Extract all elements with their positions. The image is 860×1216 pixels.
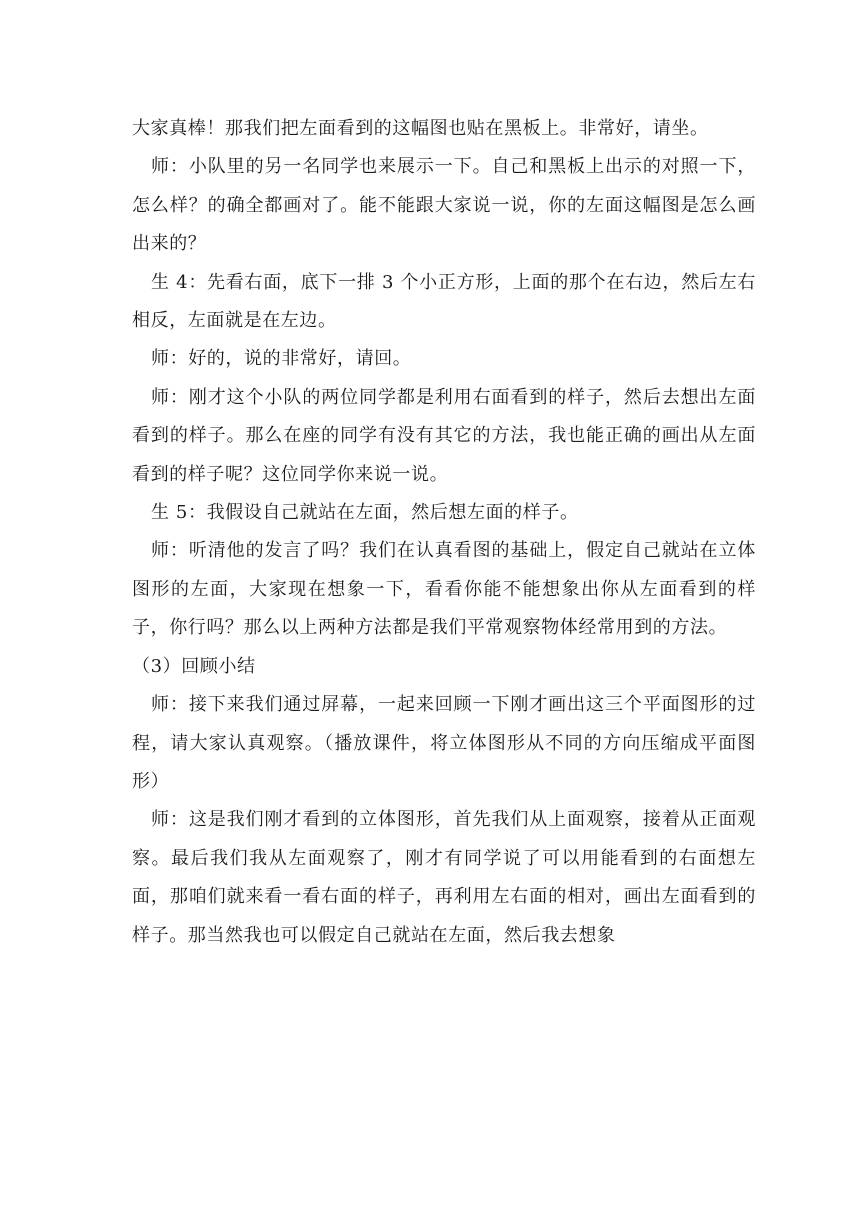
section-heading-review: （3）回顾小结	[132, 655, 256, 677]
paragraph-student-5: 生 5：我假设自己就站在左面，然后想左面的样子。	[151, 502, 579, 524]
paragraph-student-4: 生 4：先看右面，底下一排 3 个小正方形，上面的那个在右边，然后左右相反，左面就是在左边。	[132, 271, 756, 332]
document-body	[132, 110, 756, 955]
paragraph-teacher-6: 师：这是我们刚才看到的立体图形，首先我们从上面观察，接着从正面观察。最后我们我从左面观察了，刚才有同学说了可以用能看到的右面想左面，那咱们就来看一看右面的样子，再利用左右面的相对，画出左面看到的样子。那当然我也可以假定自己就站在左面，然后我去想象	[132, 809, 756, 946]
paragraph-teacher-3: 师：刚才这个小队的两位同学都是利用右面看到的样子，然后去想出左面看到的样子。那么在座的同学有没有其它的方法，我也能正确的画出从左面看到的样子呢？这位同学你来说一说。	[132, 386, 756, 485]
paragraph-teacher-4: 师：听清他的发言了吗？我们在认真看图的基础上，假定自己就站在立体图形的左面，大家现在想象一下，看看你能不能想象出你从左面看到的样子，你行吗？那么以上两种方法都是我们平常观察物体经常用到的方法。	[132, 540, 756, 639]
paragraph-continuation: 大家真棒！那我们把左面看到的这幅图也贴在黑板上。非常好，请坐。	[132, 118, 709, 139]
paragraph-teacher-2: 师：好的，说的非常好，请回。	[151, 348, 412, 370]
paragraph-teacher-1: 师：小队里的另一名同学也来展示一下。自己和黑板上出示的对照一下，怎么样？的确全都画对了。能不能跟大家说一说，你的左面这幅图是怎么画出来的？	[132, 156, 756, 255]
paragraph-teacher-5: 师：接下来我们通过屏幕，一起来回顾一下刚才画出这三个平面图形的过程，请大家认真观察。（播放课件，将立体图形从不同的方向压缩成平面图形）	[132, 694, 756, 792]
